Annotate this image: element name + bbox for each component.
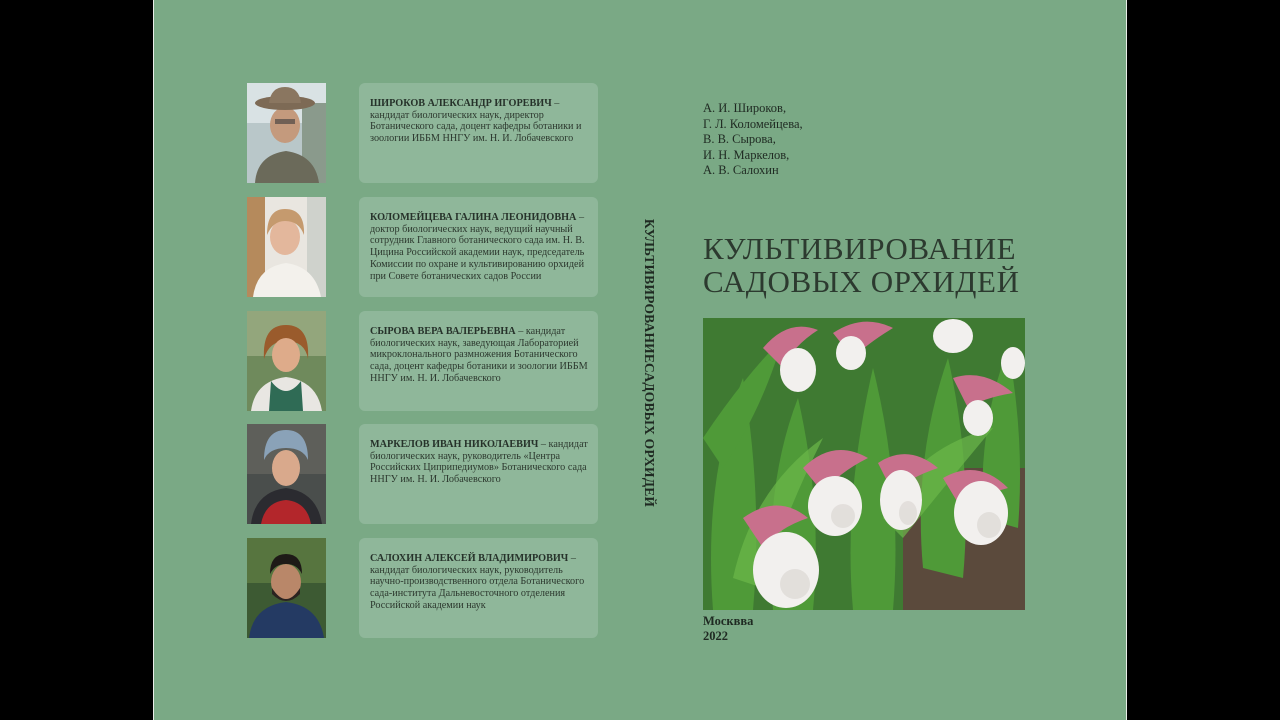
publication-city: Москвва bbox=[703, 614, 754, 628]
front-author: Г. Л. Коломейцева, bbox=[703, 116, 803, 131]
author-portrait-image bbox=[247, 538, 326, 638]
author-name: КОЛОМЕЙЦЕВА ГАЛИНА ЛЕОНИДОВНА bbox=[370, 212, 577, 223]
author-row bbox=[247, 311, 599, 411]
front-author: А. И. Широков, bbox=[703, 101, 787, 115]
publication-year: 2022 bbox=[703, 629, 728, 643]
author-portrait-image bbox=[247, 424, 326, 524]
book-title-line: САДОВЫХ ОРХИДЕЙ bbox=[703, 264, 1020, 299]
author-portrait-image bbox=[247, 197, 326, 297]
author-row bbox=[247, 83, 599, 183]
book-title-line: КУЛЬТИВИРОВАНИЕ bbox=[703, 231, 1017, 266]
author-photo bbox=[247, 424, 326, 524]
author-name: ШИРОКОВ АЛЕКСАНДР ИГОРЕВИЧ bbox=[370, 98, 552, 109]
publication-info bbox=[703, 614, 753, 644]
author-name: САЛОХИН АЛЕКСЕЙ ВЛАДИМИРОВИЧ bbox=[370, 553, 569, 564]
author-description: – кандидат биологических наук, руководитель «Центра Российских Циприпедиумов» Ботанического сада ННГУ им. Н. И. Лобачевского bbox=[370, 439, 588, 486]
front-author: В. В. Сырова, bbox=[703, 132, 776, 146]
front-author: А. В. Салохин bbox=[703, 163, 779, 177]
author-portrait-image bbox=[247, 83, 326, 183]
author-bio bbox=[359, 538, 598, 638]
author-row bbox=[247, 197, 599, 297]
orchid-photo bbox=[703, 318, 1025, 610]
spine-title: КУЛЬТИВИРОВАНИЕСАДОВЫХ ОРХИДЕЙ bbox=[642, 218, 657, 508]
author-bio bbox=[359, 424, 598, 524]
orchid-image bbox=[703, 318, 1025, 610]
author-bio bbox=[359, 311, 598, 411]
book-cover bbox=[153, 0, 1127, 720]
author-description: – кандидат биологических наук, руководитель научно-производственного отдела Ботанического сада-института Дальневосточного отделения Российской академии наук bbox=[370, 553, 585, 611]
front-author: И. Н. Маркелов, bbox=[703, 147, 790, 162]
book-title bbox=[703, 232, 1020, 298]
author-description: – кандидат биологических наук, директор Ботанического сада, доцент кафедры ботаники и зоологии ИББМ ННГУ им. Н. И. Лобачевского bbox=[370, 98, 582, 145]
author-row bbox=[247, 424, 599, 524]
author-photo bbox=[247, 538, 326, 638]
front-author-list bbox=[703, 101, 803, 179]
author-description: – доктор биологических наук, ведущий научный сотрудник Главного ботанического сада им. Н. В. Цицина Российской академии наук, председатель Комиссии по охране и культивированию орхидей при Совете ботанических садов России bbox=[370, 212, 585, 282]
author-photo bbox=[247, 83, 326, 183]
author-name: МАРКЕЛОВ ИВАН НИКОЛАЕВИЧ bbox=[370, 439, 539, 450]
author-bio bbox=[359, 197, 598, 297]
author-name: СЫРОВА ВЕРА ВАЛЕРЬЕВНА bbox=[370, 326, 516, 337]
author-bio bbox=[359, 83, 598, 183]
author-row bbox=[247, 538, 599, 638]
author-photo bbox=[247, 197, 326, 297]
author-portrait-image bbox=[247, 311, 326, 411]
author-photo bbox=[247, 311, 326, 411]
author-description: – кандидат биологических наук, заведующая Лабораторией микроклонального размножения Ботанического сада, доцент кафедры ботаники и зоологии ИББМ ННГУ им. Н. И. Лобачевского bbox=[370, 326, 588, 384]
book-spine bbox=[634, 198, 664, 528]
